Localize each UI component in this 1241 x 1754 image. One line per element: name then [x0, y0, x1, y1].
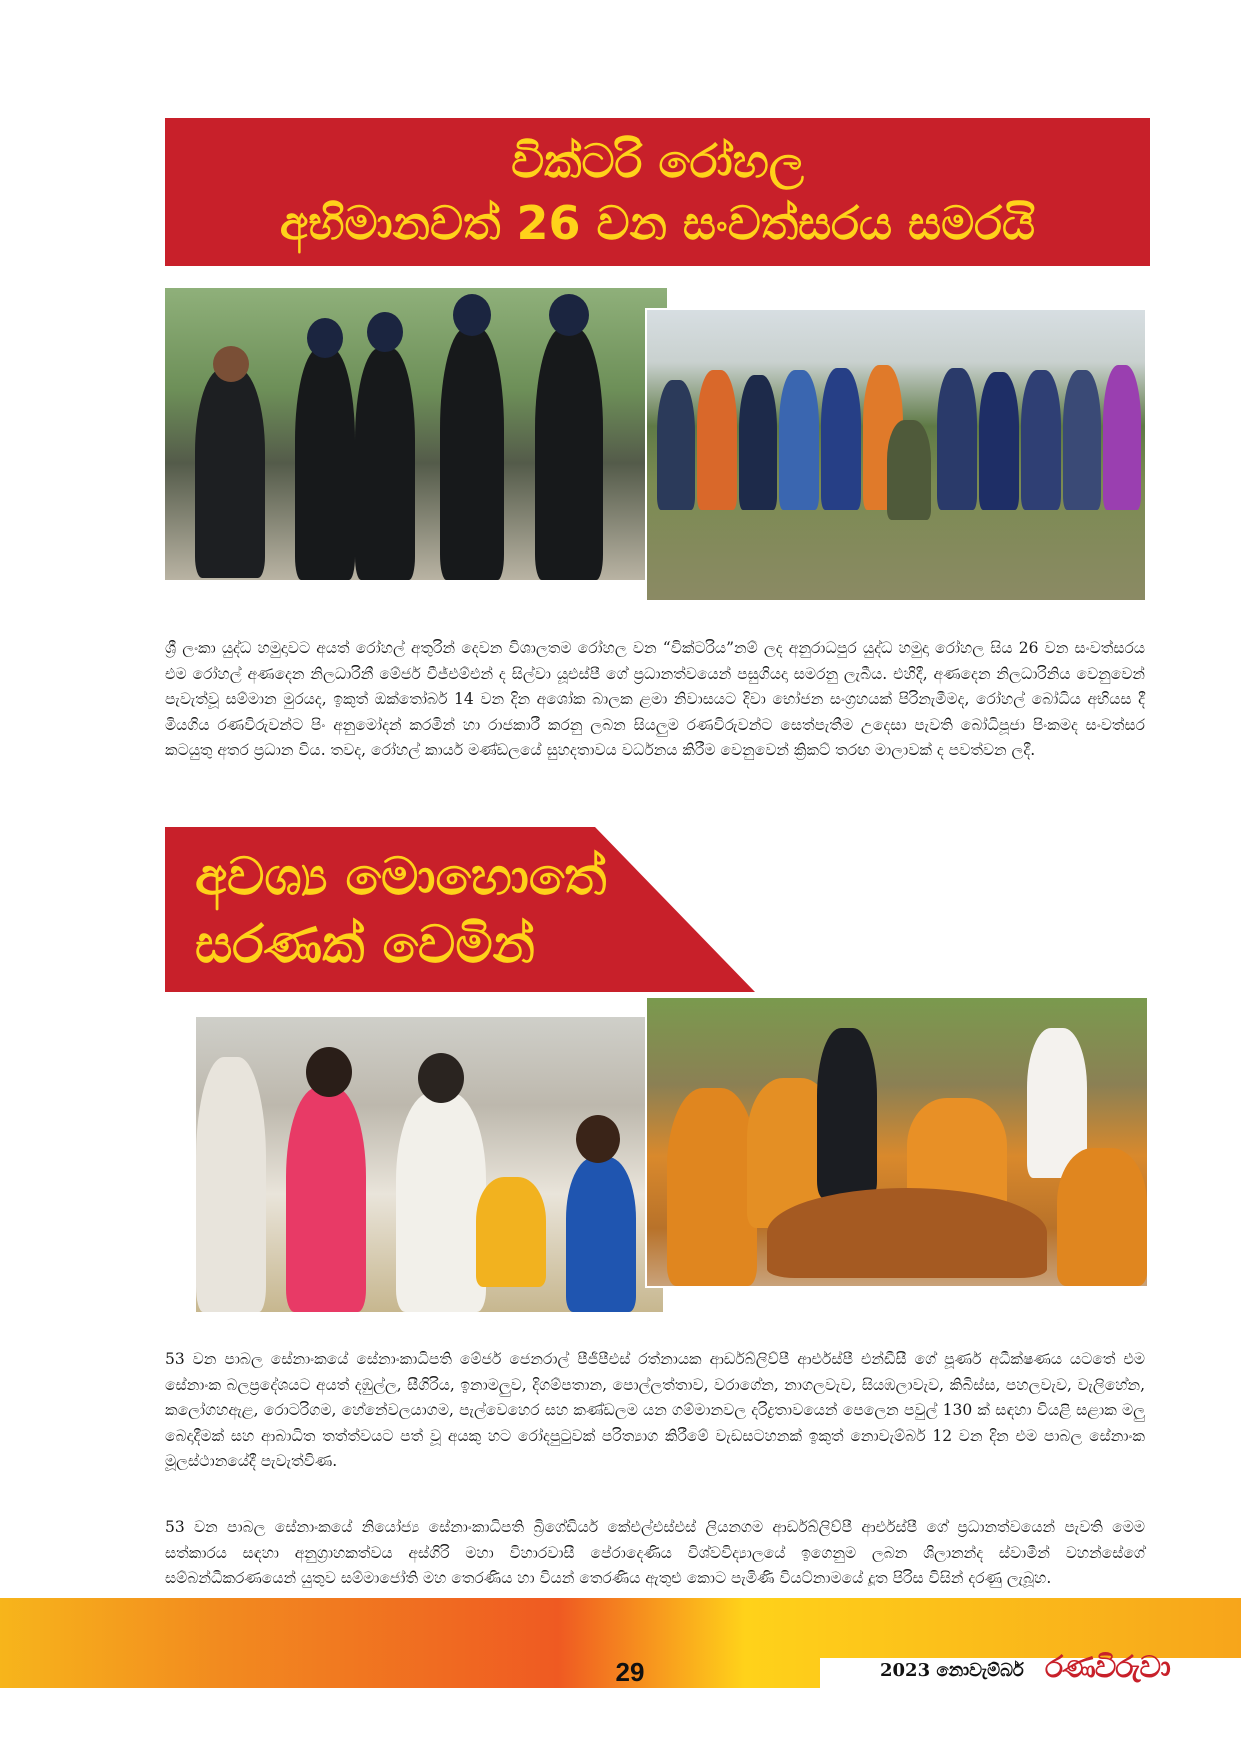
section1-title-banner	[165, 118, 1150, 266]
guard-of-honour-photo	[165, 288, 667, 580]
page-number: 29	[615, 1657, 645, 1687]
issue-date: 2023 නොවැම්බර්	[880, 1660, 1024, 1681]
section2-title-line2: සරණක් වෙමින්	[195, 915, 535, 975]
section2-title-line1: අවශ්‍ය මොහොතේ	[195, 847, 607, 907]
section2-paragraph1: 53 වන පාබල සේනාංකයේ සේනාංකාධිපති මේජර් ජෙනරාල් පීජීපීඑස් රත්නායක ආර්ඩබ්ලිව්පී ආර්එස්පී එන්ඩීසී ගේ පූර්ණ අධීක්ෂණය යටතේ එම සේනාංක බලප්‍රදේශයට අයත් දඹුල්ල, සීගිරිය, ඉනාමලුව, දිගම්පතාන, පොල්ලත්තාව, වරාගේන, නාගලවැව, සියඹලාවැව, කිබිස්ස, පහලවැව, වැලිහේන, කලෝගහඇළ, රොටරිගම, හේනේවලයාගම, පැල්වෙහෙර සහ කණ්ඩලම යන ගම්මානවල දරිද්‍රතාවයෙන් පෙලෙන පවුල් 130 ක් සඳහා වියළි සළාක මලු බෙදාදීමක් සහ ආබාධිත තත්ත්වයට පත් වූ අයකු හට රෝදපුටුවක් පරිත්‍යාග කිරීමේ වැඩසටහනක් ඉකුත් නොවැම්බර් 12 වන දින එම පාබල සේනාංක මූලස්ථානයේදී පැවැත්විණ.	[165, 1350, 1145, 1470]
section1-paragraph: ශ්‍රී ලංකා යුද්ධ හමුදාවට අයත් රෝහල් අතුරින් දෙවන විශාලතම රෝහල වන “වික්ටරිය”නම් ලද අනුරාධපුර යුද්ධ හමුදා රෝහල සිය 26 වන සංවත්සරය එම රෝහල් අණදෙන නිලධාරිනී මේජර් වීජ්එම්එන් ද සිල්වා යූඑස්පී ගේ ප්‍රධානත්වයෙන් පසුගියදා සමරනු ලැබීය. එහිදී, අණදෙන නිලධාරිනිය වෙනුවෙන් පැවැත්වූ සම්මාන මුරයද, ඉකුත් ඔක්තෝබර් 14 වන දින අශෝක බාලක ළමා නිවාසයට දිවා භෝජන සංග්‍රහයක් පිරිනැමීමද, රෝහල් බෝධිය අභියස දී මියගිය රණවිරුවන්ට පිං අනුමෝදන් කරමින් හා රාජකාරී කරනු ලබන සියලුම රණවිරුවන්ට සෙත්පැතීම උදෙසා පැවති බෝධිපූජා පිංකමද සංවත්සර කටයුතු අතර ප්‍රධාන විය. තවද, රෝහල් කාර්ය මණ්ඩලයේ සුහදතාවය වර්ධනය කිරීම වෙනුවෙන් ක්‍රිකට් තරඟ මාලාවක් ද පවත්වන ලදී.	[165, 639, 1145, 759]
monks-alms-photo	[645, 996, 1149, 1288]
section1-title-line1: වික්ටරි රෝහල	[511, 134, 804, 188]
magazine-logo: රණවිරුවා	[1045, 1650, 1170, 1685]
section2-title-banner	[165, 827, 755, 992]
cricket-team-photo	[645, 308, 1147, 602]
section2-paragraph2: 53 වන පාබල සේනාංකයේ නියෝජ්‍ය සේනාංකාධිපති බ්‍රිගේඩියර් කේඑල්එස්එස් ලියනගම ආර්ඩබ්ලිව්පී ආර්එස්පී ගේ ප්‍රධානත්වයෙන් පැවති මෙම සත්කාරය සඳහා අනුග්‍රාහකත්වය අස්ගිරි මහා විහාරවාසී පේරාදෙණිය විශ්වවිද්‍යාලයේ ඉගෙනුම ලබන ශිලානන්ද ස්වාමීන් වහන්සේගේ සම්බන්ධීකරණයෙන් යුතුව සම්මාජෝති මහ තෙරණිය හා වියන් තෙරණිය ඇතුළු කොට පැමිණි වියට්නාමයේ දූත පිරිස විසින් දරණු ලැබූහ.	[165, 1518, 1145, 1587]
section1-title-line2: අභිමානවත් 26 වන සංවත්සරය සමරයි	[279, 196, 1036, 250]
donation-photo	[196, 1017, 663, 1312]
